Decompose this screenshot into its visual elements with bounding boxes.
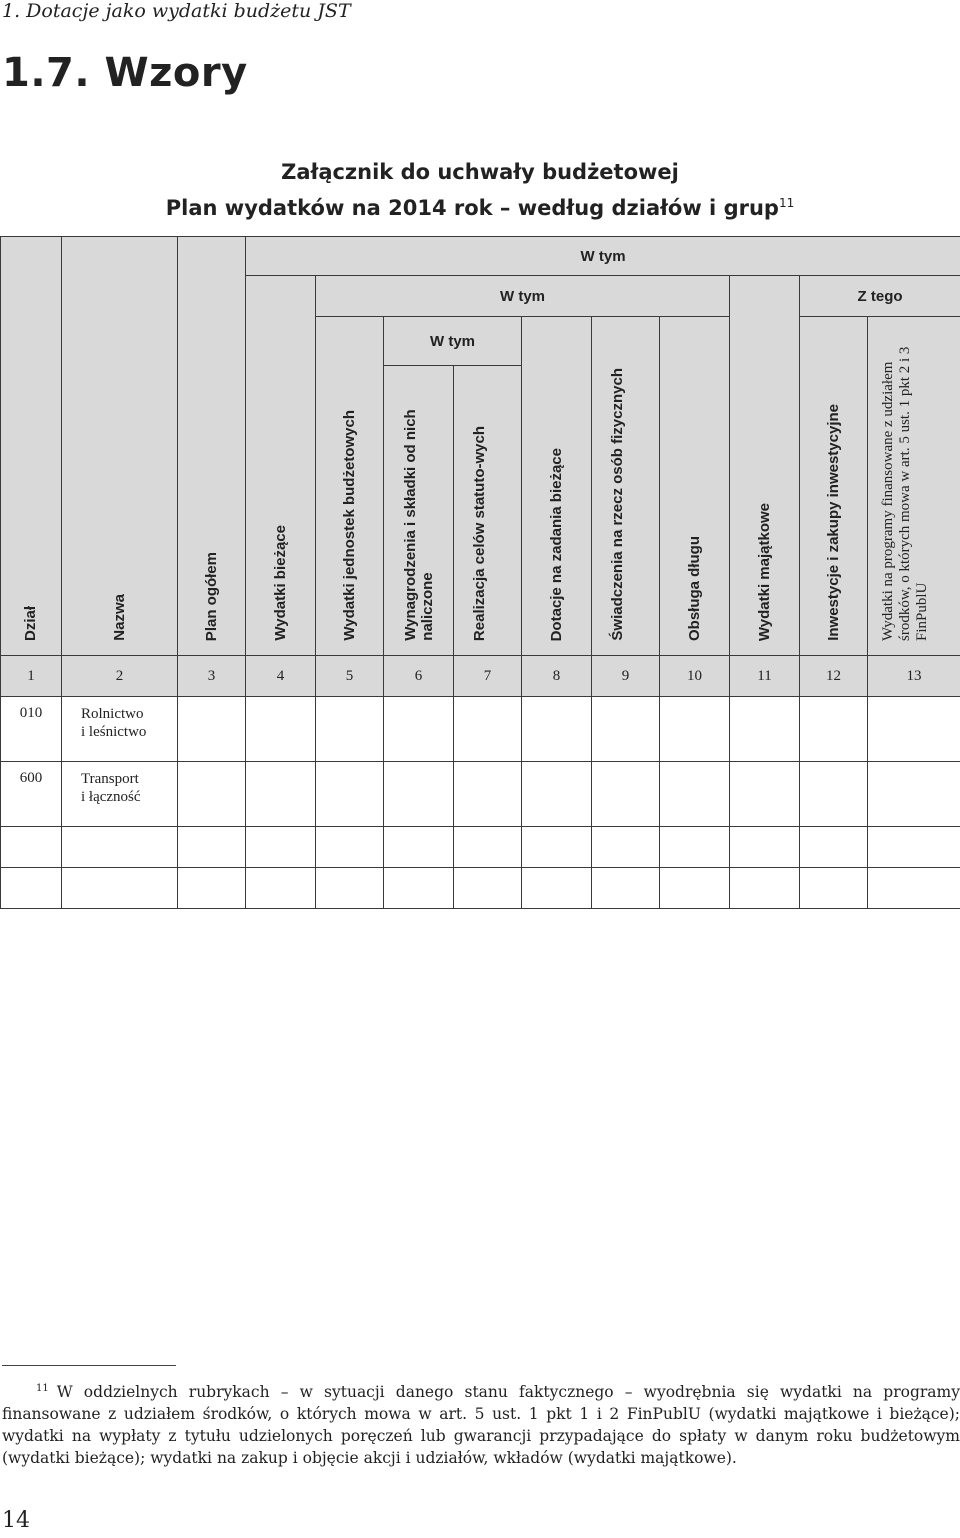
header-wydatki-biezace	[246, 276, 316, 656]
header-dotacje	[522, 317, 592, 656]
table-cell	[384, 762, 454, 827]
header-wydatki-majatkowe-label: Wydatki majątkowe	[755, 502, 773, 641]
column-number: 4	[246, 656, 316, 697]
table-cell	[868, 697, 960, 762]
column-number: 9	[592, 656, 660, 697]
caption-line-2-text: Plan wydatków na 2014 rok – według działów i grup	[165, 196, 779, 220]
table-cell	[178, 762, 246, 827]
table-cell	[800, 827, 868, 868]
table-cell	[868, 762, 960, 827]
column-number: 2	[62, 656, 178, 697]
table-cell	[62, 827, 178, 868]
row-dzial: 010	[1, 697, 62, 762]
table-cell	[454, 868, 522, 909]
header-dzial-label: Dział	[22, 605, 39, 641]
column-number: 5	[316, 656, 384, 697]
footnote-number: 11	[36, 1383, 49, 1394]
table-cell	[592, 762, 660, 827]
header-swiadczenia-label: Świadczenia na rzecz osób fizycznych	[608, 368, 626, 641]
table-caption	[0, 157, 960, 224]
table-cell	[660, 762, 730, 827]
header-w-tym-mid: W tym	[316, 276, 730, 317]
row-nazwa	[62, 762, 178, 827]
header-wydatki-jednostek	[316, 317, 384, 656]
table-cell	[246, 827, 316, 868]
column-number: 6	[384, 656, 454, 697]
section-title: 1.7. Wzory	[2, 50, 248, 96]
table-cell	[316, 762, 384, 827]
table-cell	[384, 868, 454, 909]
table-cell	[178, 868, 246, 909]
table-cell	[592, 827, 660, 868]
header-dotacje-label: Dotacje na zadania bieżące	[547, 447, 565, 641]
table-cell	[730, 762, 800, 827]
table-cell	[800, 762, 868, 827]
row-nazwa-line: Transport	[81, 771, 139, 787]
budget-plan-table	[0, 236, 960, 909]
header-w-tym-top: W tym	[246, 237, 960, 276]
header-plan-ogolem	[178, 237, 246, 656]
table-cell	[522, 868, 592, 909]
header-w-tym-inner: W tym	[384, 317, 522, 366]
header-programy-label: Wydatki na programy finansowane z udziałem środków, o których mowa w art. 5 ust. 1 pkt 2 i 3 FinPublU	[880, 346, 931, 641]
header-obsluga-dlugu-label: Obsługa długu	[685, 536, 703, 641]
header-swiadczenia	[592, 317, 660, 656]
table-row	[1, 762, 960, 827]
table-cell	[246, 868, 316, 909]
column-number: 10	[660, 656, 730, 697]
header-z-tego: Z tego	[800, 276, 960, 317]
table-cell	[178, 697, 246, 762]
header-wydatki-majatkowe	[730, 276, 800, 656]
table-row	[1, 697, 960, 762]
table-cell	[246, 762, 316, 827]
table-cell	[1, 868, 62, 909]
table-cell	[316, 868, 384, 909]
table-cell	[316, 697, 384, 762]
table-cell	[660, 697, 730, 762]
header-wynagrodzenia-label: Wynagrodzenia i składki od nich naliczone	[401, 409, 436, 641]
table-cell	[384, 827, 454, 868]
table-cell	[454, 762, 522, 827]
header-wynagrodzenia	[384, 366, 454, 656]
table-cell	[246, 697, 316, 762]
header-wydatki-biezace-label: Wydatki bieżące	[271, 525, 289, 641]
header-dzial	[1, 237, 62, 656]
table-cell	[1, 827, 62, 868]
caption-line-1: Załącznik do uchwały budżetowej	[281, 160, 679, 184]
row-nazwa-line: i leśnictwo	[81, 724, 147, 740]
table-cell	[384, 697, 454, 762]
table-cell	[454, 827, 522, 868]
header-inwestycje	[800, 317, 868, 656]
header-realizacja	[454, 366, 522, 656]
footnote	[2, 1378, 960, 1469]
row-nazwa-line: i łączność	[81, 789, 141, 805]
header-realizacja-label: Realizacja celów statuto-wych	[470, 425, 488, 641]
table-cell	[316, 827, 384, 868]
header-nazwa	[62, 237, 178, 656]
table-cell	[62, 868, 178, 909]
header-nazwa-label: Nazwa	[110, 594, 128, 641]
table-row	[1, 868, 960, 909]
table-cell	[800, 697, 868, 762]
table-cell	[178, 827, 246, 868]
column-number: 1	[1, 656, 62, 697]
caption-footnote-ref: 11	[778, 196, 795, 210]
table-cell	[592, 697, 660, 762]
running-head: 1. Dotacje jako wydatki budżetu JST	[2, 0, 351, 22]
table-cell	[660, 827, 730, 868]
header-programy	[868, 317, 960, 656]
table-cell	[730, 697, 800, 762]
column-number: 8	[522, 656, 592, 697]
column-number: 3	[178, 656, 246, 697]
row-nazwa-line: Rolnictwo	[81, 706, 144, 722]
row-nazwa	[62, 697, 178, 762]
table-cell	[454, 697, 522, 762]
column-number: 13	[868, 656, 960, 697]
table-cell	[730, 868, 800, 909]
table-cell	[522, 762, 592, 827]
table-row	[1, 827, 960, 868]
row-dzial: 600	[1, 762, 62, 827]
column-number-row	[1, 656, 960, 697]
table-cell	[868, 827, 960, 868]
column-number: 12	[800, 656, 868, 697]
header-plan-ogolem-label: Plan ogółem	[202, 551, 220, 641]
column-number: 7	[454, 656, 522, 697]
header-wydatki-jednostek-label: Wydatki jednostek budżetowych	[340, 410, 358, 641]
table-cell	[800, 868, 868, 909]
header-obsluga-dlugu	[660, 317, 730, 656]
table-cell	[592, 868, 660, 909]
column-number: 11	[730, 656, 800, 697]
header-inwestycje-label: Inwestycje i zakupy inwestycyjne	[824, 404, 842, 641]
table-cell	[522, 827, 592, 868]
page-number: 14	[2, 1508, 30, 1533]
footnote-text: W oddzielnych rubrykach – w sytuacji danego stanu faktycznego – wyodrębnia się wydatki na programy finansowane z udziałem środków, o których mowa w art. 5 ust. 1 pkt 1 i 2 FinPublU (wydatki majątkowe i bieżące); wydatki na wypłaty z tytułu udzielonych poręczeń lub gwarancji przypadające do spłaty w danym roku budżetowym (wydatki bieżące); wydatki na zakup i objęcie akcji i udziałów, wkładów (wydatki majątkowe).	[2, 1383, 960, 1468]
table-cell	[730, 827, 800, 868]
table-cell	[522, 697, 592, 762]
footnote-divider	[2, 1365, 176, 1366]
table-cell	[868, 868, 960, 909]
caption-line-2	[0, 188, 960, 224]
table-cell	[660, 868, 730, 909]
